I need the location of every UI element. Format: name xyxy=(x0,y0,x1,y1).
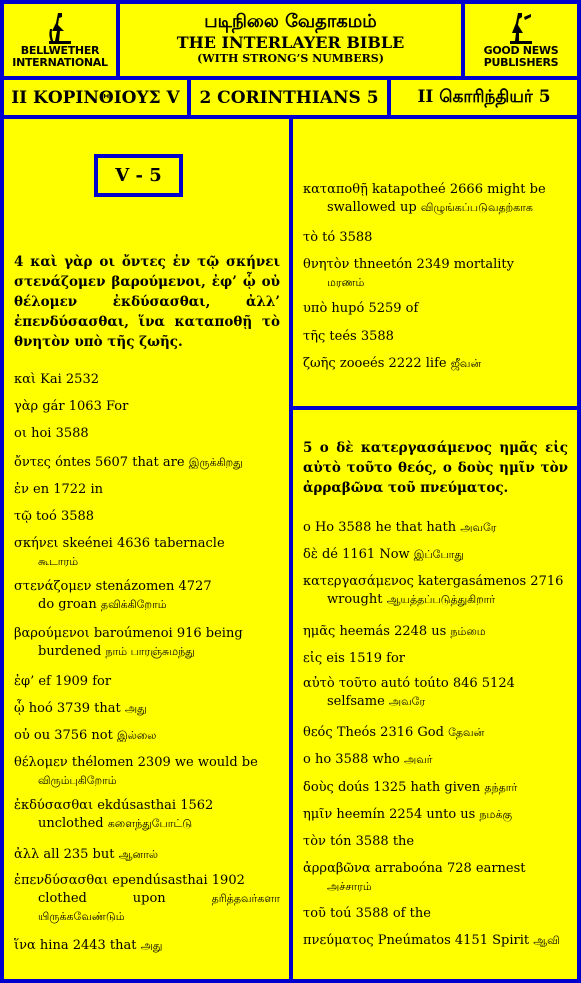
word-entry xyxy=(14,727,280,745)
word-entry xyxy=(14,625,280,661)
title-subtitle: (WITH STRONG’S NUMBERS) xyxy=(197,52,384,65)
word-entry xyxy=(303,650,568,668)
greek-word: τὸν xyxy=(303,834,326,849)
tamil-gloss: ஆவி xyxy=(533,934,560,947)
word-entry xyxy=(14,481,280,499)
word-entry xyxy=(303,806,568,824)
entry-continuation xyxy=(14,890,280,926)
greek-word: ο xyxy=(303,752,311,767)
greek-word: ἐν xyxy=(14,482,29,497)
translit-strongs-gloss: baroúmenoi 916 being xyxy=(93,626,243,641)
tamil-gloss: விழுங்கப்படுவதற்காக xyxy=(420,201,533,214)
translit-strongs-gloss: hoi 3588 xyxy=(31,426,89,441)
greek-word: καταποθῇ xyxy=(303,182,368,197)
translit-strongs-gloss: thélomen 2309 we would be xyxy=(71,755,258,770)
tamil-gloss: தேவன் xyxy=(448,726,485,739)
word-entry xyxy=(303,519,568,537)
tamil-gloss: ஜீவன் xyxy=(450,357,482,370)
word-entry xyxy=(14,797,280,833)
translit-strongs-gloss: all 235 but xyxy=(43,847,115,862)
tamil-gloss: இருக்கிறது xyxy=(188,456,243,469)
entry-continuation xyxy=(14,596,280,614)
greek-word: ἐφ’ xyxy=(14,674,35,689)
word-entry xyxy=(303,724,568,742)
tamil-gloss: நாம் பாரஞ்சுமந்து xyxy=(105,645,195,658)
word-entry xyxy=(303,355,568,373)
greek-word: ο xyxy=(303,520,311,535)
translit-strongs-gloss: autó toúto 846 5124 xyxy=(380,676,515,691)
tamil-gloss: இப்போது xyxy=(413,548,464,561)
translit-strongs-gloss: arraboóna 728 earnest xyxy=(374,861,526,876)
tamil-gloss: விரும்புகிறோம் xyxy=(38,774,117,787)
translit-strongs-gloss: gár 1063 For xyxy=(42,399,129,414)
word-entry xyxy=(303,751,568,769)
greek-word: ᾧ xyxy=(14,701,25,716)
greek-word: ζωῆς xyxy=(303,356,336,371)
greek-word: υπὸ xyxy=(303,301,328,316)
word-entry xyxy=(303,546,568,564)
entry-continuation xyxy=(303,591,568,609)
title-block xyxy=(120,4,461,76)
entry-continuation xyxy=(303,274,568,292)
translit-strongs-gloss: óntes 5607 that are xyxy=(55,455,185,470)
translit-strongs-gloss: zooeés 2222 life xyxy=(339,356,447,371)
tamil-gloss: ஆயத்தப்படுத்துகிறார் xyxy=(386,593,496,606)
greek-word: ημᾶς xyxy=(303,624,336,639)
greek-word: ἀρραβῶνα xyxy=(303,861,371,876)
word-entry xyxy=(14,398,280,416)
translit-strongs-gloss: tón 3588 the xyxy=(330,834,415,849)
word-entry xyxy=(303,181,568,217)
shepherd-icon xyxy=(46,11,74,45)
tamil-gloss: அவர் xyxy=(403,753,433,766)
gloss-continuation: unclothed xyxy=(38,816,104,831)
translit-strongs-gloss: toó 3588 xyxy=(35,509,95,524)
translit-strongs-gloss: ho 3588 who xyxy=(314,752,400,767)
greek-word: σκήνει xyxy=(14,536,59,551)
word-entry xyxy=(303,328,568,346)
greek-word: τῷ xyxy=(14,509,32,524)
tamil-gloss: அது xyxy=(124,702,147,715)
translit-strongs-gloss: eis 1519 for xyxy=(326,651,405,666)
greek-word: οὐ xyxy=(14,728,30,743)
word-entry xyxy=(303,675,568,711)
greek-word: θνητὸν xyxy=(303,257,350,272)
word-entry xyxy=(303,932,568,950)
word-entry xyxy=(303,623,568,641)
greek-word: δοὺς xyxy=(303,780,334,795)
translit-strongs-gloss: katergasámenos 2716 xyxy=(418,574,564,589)
greek-word: πνεύματος xyxy=(303,933,374,948)
figure-icon xyxy=(507,11,535,45)
word-entry xyxy=(14,754,280,790)
entry-continuation xyxy=(303,199,568,217)
greek-word: τῆς xyxy=(303,329,326,344)
goodnews-logo-line2: PUBLISHERS xyxy=(483,56,559,69)
tamil-gloss: அது xyxy=(140,939,163,952)
greek-word: θεός xyxy=(303,725,333,740)
translit-strongs-gloss: Kai 2532 xyxy=(40,372,99,387)
translit-strongs-gloss: skeénei 4636 tabernacle xyxy=(62,536,225,551)
chapter-badge xyxy=(94,154,183,197)
translit-strongs-gloss: Theós 2316 God xyxy=(336,725,444,740)
goodnews-logo xyxy=(465,4,577,76)
verse-5-greek: 5 ο δὲ κατεργασάμενος ημᾶς εἰς αὐτὸ τοῦτο θεός, ο δοὺς ημῖν τὸν ἀρραβῶνα τοῦ πνεύματος. xyxy=(303,440,568,496)
greek-word: δὲ xyxy=(303,547,318,562)
title-english: THE INTERLAYER BIBLE xyxy=(176,33,405,52)
header-tamil-book: II கொரிந்தியர் 5 xyxy=(391,80,577,115)
greek-word: βαρούμενοι xyxy=(14,626,90,641)
tamil-gloss: மரணம் xyxy=(327,276,365,289)
greek-word: στενάζομεν xyxy=(14,579,92,594)
verse-4-greek: 4 καὶ γὰρ οι ὄντες ἐν τῷ σκήνει στενάζομεν βαρούμενοι, ἐφ’ ᾧ οὐ θέλομεν ἐκδύσασθαι, ἀλλ’ ἐπενδύσασθαι, ἵνα καταποθῇ τὸ θνητὸν υπὸ τῆς ζωῆς. xyxy=(14,254,280,350)
gloss-continuation: clothed upon xyxy=(38,891,166,906)
translit-strongs-gloss: Ho 3588 he that hath xyxy=(314,520,457,535)
bellwether-logo-line1: BELLWETHER xyxy=(20,44,100,57)
tamil-gloss: நம்மை xyxy=(450,625,486,638)
translit-strongs-gloss: ependúsasthai 1902 xyxy=(112,873,245,888)
entry-continuation xyxy=(14,772,280,790)
word-entry xyxy=(303,860,568,896)
gloss-continuation: do groan xyxy=(38,597,97,612)
word-entry xyxy=(14,535,280,571)
greek-word: τοῦ xyxy=(303,906,326,921)
word-entry xyxy=(303,256,568,292)
translit-strongs-gloss: tó 3588 xyxy=(322,230,373,245)
greek-word: ἀλλ xyxy=(14,847,40,862)
translit-strongs-gloss: ou 3756 not xyxy=(33,728,113,743)
chapter-badge-label: V - 5 xyxy=(98,158,179,193)
translit-strongs-gloss: hina 2443 that xyxy=(39,938,137,953)
greek-word: ημῖν xyxy=(303,807,333,822)
translit-strongs-gloss: ekdúsasthai 1562 xyxy=(97,798,214,813)
goodnews-logo-line1: GOOD NEWS xyxy=(483,44,559,57)
translit-strongs-gloss: ef 1909 for xyxy=(38,674,112,689)
tamil-gloss: கூடாரம் xyxy=(38,555,79,568)
translit-strongs-gloss: thneetón 2349 mortality xyxy=(353,257,514,272)
greek-word: αὐτὸ τοῦτο xyxy=(303,676,377,691)
translit-strongs-gloss: heemás 2248 us xyxy=(339,624,447,639)
greek-word: ὄντες xyxy=(14,455,51,470)
tamil-gloss: அச்சாரம் xyxy=(327,880,372,893)
greek-word: τὸ xyxy=(303,230,319,245)
greek-word: ἐπενδύσασθαι xyxy=(14,873,109,888)
gloss-continuation: selfsame xyxy=(327,694,385,709)
word-entry xyxy=(14,700,280,718)
entry-continuation xyxy=(14,815,280,833)
gloss-continuation: burdened xyxy=(38,644,102,659)
header-english-book: 2 CORINTHIANS 5 xyxy=(191,80,387,115)
greek-word: καὶ xyxy=(14,372,37,387)
entry-continuation xyxy=(303,878,568,896)
translit-strongs-gloss: Pneúmatos 4151 Spirit xyxy=(377,933,530,948)
entry-continuation xyxy=(14,553,280,571)
translit-strongs-gloss: hoó 3739 that xyxy=(28,701,121,716)
bellwether-logo-line2: INTERNATIONAL xyxy=(12,56,108,69)
translit-strongs-gloss: heemín 2254 unto us xyxy=(336,807,476,822)
gloss-continuation: swallowed up xyxy=(327,200,417,215)
greek-word: γὰρ xyxy=(14,399,39,414)
translit-strongs-gloss: toú 3588 of the xyxy=(330,906,431,921)
tamil-gloss: களைந்துபோட்டு xyxy=(107,817,193,830)
word-entry xyxy=(303,573,568,609)
tamil-gloss: தரித்தவர்களா யிருக்கவேண்டும் xyxy=(38,892,280,923)
word-entry xyxy=(14,508,280,526)
translit-strongs-gloss: dé 1161 Now xyxy=(321,547,410,562)
title-tamil: படிநிலை வேதாகமம் xyxy=(204,11,377,32)
translit-strongs-gloss: en 1722 in xyxy=(33,482,103,497)
word-entry xyxy=(14,673,280,691)
translit-strongs-gloss: stenázomen 4727 xyxy=(95,579,212,594)
word-entry xyxy=(303,905,568,923)
word-entry xyxy=(14,371,280,389)
word-entry xyxy=(14,937,280,955)
gloss-continuation: wrought xyxy=(327,592,383,607)
tamil-gloss: தவிக்கிறோம் xyxy=(100,598,167,611)
word-entry xyxy=(14,425,280,443)
word-entry xyxy=(14,872,280,926)
tamil-gloss: தந்தார் xyxy=(484,781,518,794)
tamil-gloss: அவரே xyxy=(460,521,497,534)
tamil-gloss: அவரே xyxy=(388,695,426,708)
word-entry xyxy=(303,779,568,797)
word-entry xyxy=(303,229,568,247)
greek-word: εἰς xyxy=(303,651,323,666)
tamil-gloss: இல்லை xyxy=(117,729,157,742)
word-entry xyxy=(303,833,568,851)
translit-strongs-gloss: katapotheé 2666 might be xyxy=(372,182,546,197)
greek-word: θέλομεν xyxy=(14,755,68,770)
translit-strongs-gloss: hupó 5259 of xyxy=(331,301,419,316)
greek-word: ἐκδύσασθαι xyxy=(14,798,94,813)
translit-strongs-gloss: doús 1325 hath given xyxy=(337,780,481,795)
translit-strongs-gloss: teés 3588 xyxy=(329,329,394,344)
header-greek-book: II ΚΟΡΙΝΘΙΟΥΣ V xyxy=(4,80,187,115)
tamil-gloss: நமக்கு xyxy=(479,808,513,821)
greek-word: οι xyxy=(14,426,27,441)
bellwether-logo xyxy=(4,4,116,76)
greek-word: κατεργασάμενος xyxy=(303,574,414,589)
word-entry xyxy=(303,300,568,318)
entry-continuation xyxy=(303,693,568,711)
greek-word: ἵνα xyxy=(14,938,36,953)
word-entry xyxy=(14,578,280,614)
tamil-gloss: ஆனால் xyxy=(118,848,159,861)
word-entry xyxy=(14,454,280,472)
word-entry xyxy=(14,846,280,864)
entry-continuation xyxy=(14,643,280,661)
